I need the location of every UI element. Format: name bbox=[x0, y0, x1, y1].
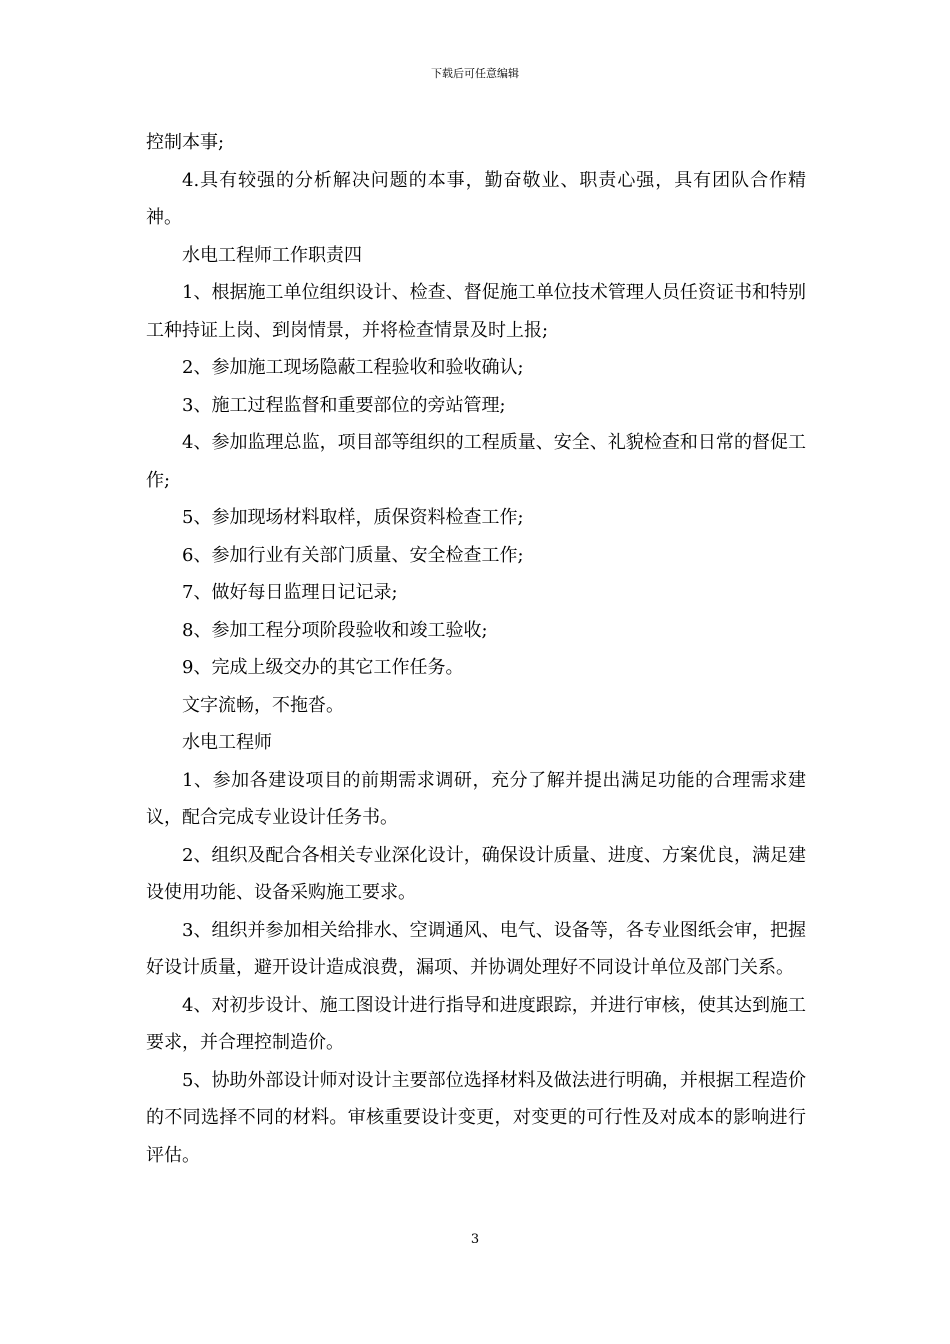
list-item: 2、组织及配合各相关专业深化设计，确保设计质量、进度、方案优良，满足建设使用功能、设备采购施工要求。 bbox=[146, 844, 806, 903]
section-heading: 水电工程师工作职责四 bbox=[182, 244, 362, 266]
list-item: 9、完成上级交办的其它工作任务。 bbox=[182, 657, 464, 678]
list-item: 3、施工过程监督和重要部位的旁站管理; bbox=[182, 394, 506, 416]
page-number: 3 bbox=[470, 1232, 480, 1247]
list-item: 1、根据施工单位组织设计、检查、督促施工单位技术管理人员任资证书和特别工种持证上岗、到岗情景，并将检查情景及时上报; bbox=[146, 282, 806, 341]
paragraph: 文字流畅，不拖沓。 bbox=[182, 694, 344, 716]
page-header: 下载后可任意编辑 bbox=[431, 67, 519, 80]
paragraph: 控制本事; bbox=[146, 132, 225, 153]
section-heading: 水电工程师 bbox=[182, 732, 272, 753]
list-item: 4、参加监理总监，项目部等组织的工程质量、安全、礼貌检查和日常的督促工作; bbox=[146, 432, 806, 491]
list-item: 8、参加工程分项阶段验收和竣工验收; bbox=[182, 619, 488, 641]
list-item: 3、组织并参加相关给排水、空调通风、电气、设备等，各专业图纸会审，把握好设计质量，避开设计造成浪费，漏项、并协调处理好不同设计单位及部门关系。 bbox=[146, 919, 806, 978]
list-item: 1、参加各建设项目的前期需求调研，充分了解并提出满足功能的合理需求建议，配合完成专业设计任务书。 bbox=[146, 769, 806, 828]
paragraph: 4.具有较强的分析解决问题的本事，勤奋敬业、职责心强，具有团队合作精神。 bbox=[146, 169, 806, 228]
list-item: 5、参加现场材料取样，质保资料检查工作; bbox=[182, 507, 524, 528]
list-item: 5、协助外部设计师对设计主要部位选择材料及做法进行明确，并根据工程造价的不同选择不同的材料。审核重要设计变更，对变更的可行性及对成本的影响进行评估。 bbox=[146, 1069, 806, 1166]
list-item: 7、做好每日监理日记记录; bbox=[182, 582, 398, 603]
document-body bbox=[146, 124, 806, 1174]
list-item: 4、对初步设计、施工图设计进行指导和进度跟踪，并进行审核，使其达到施工要求，并合理控制造价。 bbox=[146, 994, 806, 1053]
list-item: 6、参加行业有关部门质量、安全检查工作; bbox=[182, 544, 524, 566]
list-item: 2、参加施工现场隐蔽工程验收和验收确认; bbox=[182, 357, 524, 378]
